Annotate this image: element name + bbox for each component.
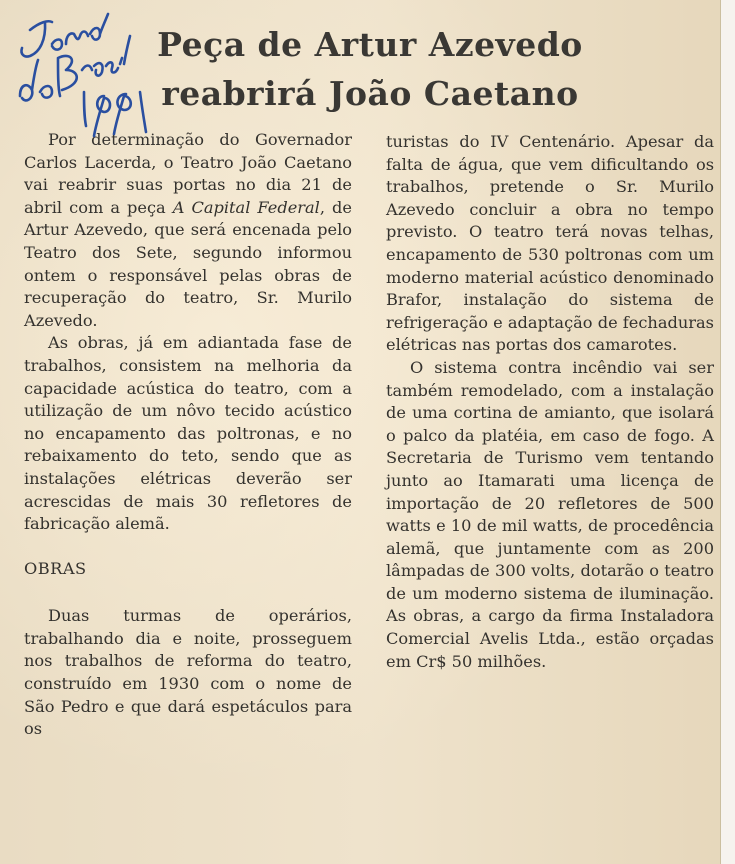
play-title: A Capital Federal xyxy=(172,197,320,217)
paper-edge xyxy=(720,0,735,864)
article-column-right xyxy=(386,131,714,673)
paragraph-4: O sistema contra incêndio vai ser também remodelado, com a instalação de uma cortina de amianto, que isolará o palco da platéia, em caso de fogo. A Secretaria de Turismo vem tentando junto ao Itamarati uma licença de importação de 20 refletores de 500 watts e 10 de mil watts, de procedência alemã, que juntamente com as 200 lâmpadas de 300 volts, dotarão o teatro de um moderno sistema de iluminação. As obras, a cargo da firma Instaladora Comercial Avelis Ltda., estão orçadas em Cr$ 50 milhões. xyxy=(386,357,714,671)
paragraph-3: Duas turmas de operários, trabalhando dia e noite, prosseguem nos trabalhos de reforma do teatro, construído em 1930 com o nome de São Pedro e que dará espetáculos para os xyxy=(24,606,352,739)
subhead-obras: OBRAS xyxy=(24,558,87,578)
paragraph-2: As obras, já em adiantada fase de trabalhos, consistem na melhoria da capacidade acústica do teatro, com a utilização de um nôvo tecido acústico no encapamento das poltronas, e no rebaixamento do teto, sendo que as instalações elétricas deverão ser acrescidas de mais 30 refletores de fabricação alemã. xyxy=(24,333,352,534)
paragraph-3-continued: turistas do IV Centenário. Apesar da falta de água, que vem dificultando os trabalhos, pretende o Sr. Murilo Azevedo concluir a obra no tempo previsto. O teatro terá novas telhas, encapamento de 530 poltronas com um moderno material acústico denominado Brafor, instalação do sistema de refrigeração e adaptação de fechaduras elétricas nas portas dos camarotes. xyxy=(386,132,714,355)
headline xyxy=(20,20,720,118)
paragraph-1-text-end: , de Artur Azevedo, que será encenada pelo Teatro dos Sete, segundo informou ontem o responsável pelas obras de recuperação do teatro, Sr. Murilo Azevedo. xyxy=(24,197,353,330)
paragraph-1 xyxy=(24,129,352,332)
article-column-left xyxy=(24,129,352,741)
paragraph-1-text-start: Por determinação do Governador Carlos Lacerda, o Teatro João Caetano vai reabrir suas portas no dia 21 de abril com a peça xyxy=(24,130,352,217)
headline-line-1: Peça de Artur Azevedo xyxy=(157,25,583,64)
headline-line-2: reabrirá João Caetano xyxy=(161,74,579,113)
